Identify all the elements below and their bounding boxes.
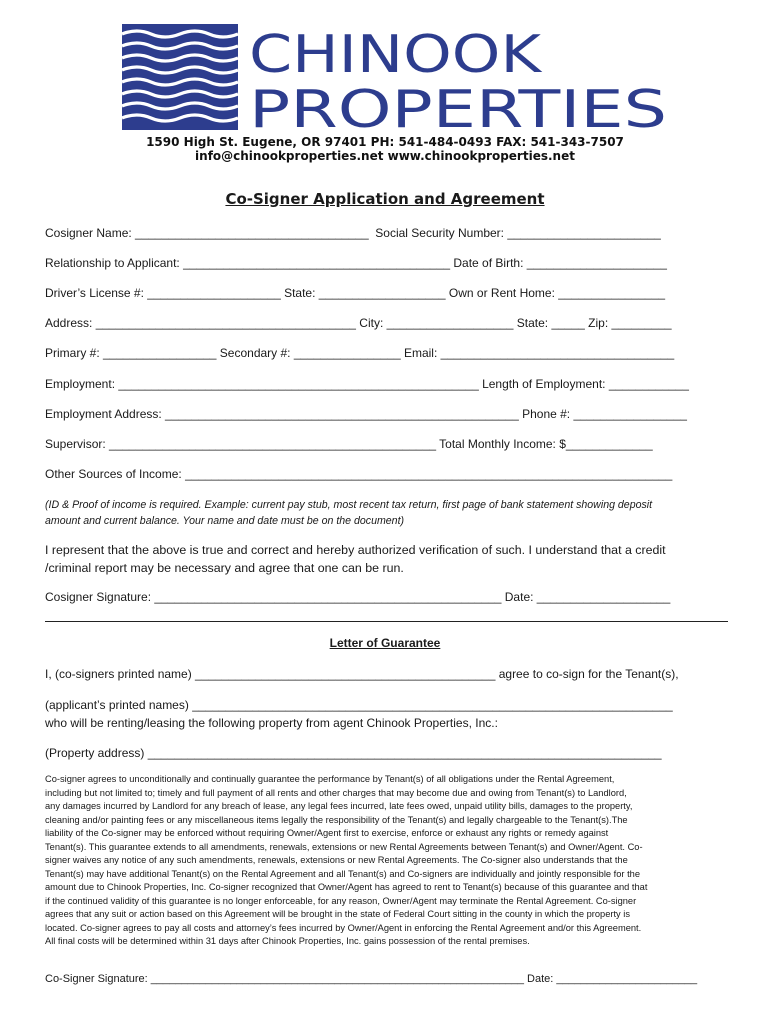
terms-line: All final costs will be determined within 31 days after Chinook Properties, Inc. gains possession of the rental premises. [45, 936, 530, 946]
logo-line2: PROPERTIES [249, 80, 667, 134]
terms-line: if the continued validity of this guarantee is no longer enforceable, for any reason, Owner/Agent may terminate the Rental Agreement. Co-signer [45, 895, 637, 906]
field-cosigner-printed-name[interactable]: I, (co-signers printed name) _____________________________________________ agree to co-sign for the Tenant(s), [45, 667, 679, 681]
terms-line: agrees that any suit or action based on this Agreement will be brought in the state of Federal Court sitting in the county in which the property is [45, 909, 631, 919]
terms-line: amount due to Chinook Properties, Inc. Co-signer recognized that Owner/Agent has agreed to rent to Tenant(s) because of this guarantee and that [45, 882, 648, 892]
letter-title: Letter of Guarantee [329, 636, 441, 650]
terms-line: Tenant(s) may have additional Tenant(s) on the Rental Agreement and all Tenant(s) and Co-signers are individually and jointly responsible for the [45, 868, 640, 879]
terms-line: signer waives any notice of any such amendments, renewals, extensions or new Rental Agreements. The Co-signer also understands that the [45, 855, 628, 865]
terms-line: Co-signer agrees to unconditionally and continually guarantee the performance by Tenant(s) of all obligations under the Rental Agreement, [45, 774, 615, 784]
terms-line: any damages incurred by Landlord for any breach of lease, any legal fees incurred, late fees owed, unpaid utility bills, damages to the property, [45, 801, 633, 811]
terms-line: liability of the Co-signer may be enforced without requiring Owner/Agent first to exercise, enforce or exhaust any rights or remedy against [45, 828, 609, 838]
terms-line: located. Co-signer agrees to pay all costs and attorney’s fees incurred by Owner/Agent in enforcing the Rental Agreement and/or this Agreement. [45, 922, 642, 933]
company-logo [122, 24, 672, 134]
terms-line: including but not limited to; timely and full payment of all rents and other charges that may become due and owing from Tenant(s) to Landlord, [45, 787, 627, 798]
form-title: Co-Signer Application and Agreement [225, 190, 545, 208]
field-applicant-printed-names[interactable]: (applicant’s printed names) ________________________________________________________________________ [45, 698, 673, 712]
note-line-2: amount and current balance. Your name and date must be on the document) [45, 515, 405, 527]
logo-line1: CHINOOK [249, 25, 544, 85]
cosigner-final-signature-field[interactable]: Co-Signer Signature: _____________________________________________________________ Date: _______________________ [45, 973, 698, 985]
guarantee-terms [45, 773, 725, 949]
id-proof-note [45, 497, 735, 529]
field-employment-address[interactable]: Employment Address: _____________________________________________________ Phone #: _________________ [45, 407, 687, 421]
contact-web-line: info@chinookproperties.net www.chinookproperties.net [195, 149, 575, 163]
renting-statement: who will be renting/leasing the following property from agent Chinook Properties, Inc.: [45, 716, 498, 730]
field-property-address[interactable]: (Property address) _____________________________________________________________________________ [45, 746, 662, 760]
chinook-logo-graphic [122, 24, 672, 134]
field-address[interactable]: Address: _______________________________________ City: ___________________ State: _____ Zip: _________ [45, 316, 672, 330]
statement-line-2: /criminal report may be necessary and agree that one can be run. [45, 561, 404, 575]
note-line-1: (ID & Proof of income is required. Example: current pay stub, most recent tax return, first page of bank statement showing deposit [45, 499, 653, 511]
field-phone-email[interactable]: Primary #: _________________ Secondary #: ________________ Email: ___________________________________ [45, 346, 675, 360]
statement-line-1: I represent that the above is true and correct and hereby authorized verification of such. I understand that a credit [45, 543, 666, 557]
field-cosigner-name[interactable]: Cosigner Name: ___________________________________ Social Security Number: _______________________ [45, 226, 661, 240]
cosigner-signature-field[interactable]: Cosigner Signature: ____________________________________________________ Date: ____________________ [45, 590, 671, 604]
authorization-statement [45, 541, 735, 577]
field-drivers-license[interactable]: Driver’s License #: ____________________ State: ___________________ Own or Rent Home: ________________ [45, 286, 666, 300]
field-relationship[interactable]: Relationship to Applicant: ________________________________________ Date of Birth: _____________________ [45, 256, 667, 270]
section-divider [45, 621, 728, 622]
contact-address-line: 1590 High St. Eugene, OR 97401 PH: 541-484-0493 FAX: 541-343-7507 [146, 135, 624, 149]
field-other-income[interactable]: Other Sources of Income: _________________________________________________________________________ [45, 467, 673, 481]
terms-line: cleaning and/or painting fees or any miscellaneous items legally the responsibility of the Tenant(s) and legally chargeable to the Tenant(s).The [45, 814, 628, 825]
field-employment[interactable]: Employment: ______________________________________________________ Length of Employment: ____________ [45, 377, 689, 391]
field-supervisor[interactable]: Supervisor: _________________________________________________ Total Monthly Income: $_____________ [45, 437, 653, 451]
terms-line: Tenant(s). This guarantee extends to all amendments, renewals, extensions or new Rental Agreements between Tenant(s) and Owner/Agent. Co- [45, 841, 643, 852]
